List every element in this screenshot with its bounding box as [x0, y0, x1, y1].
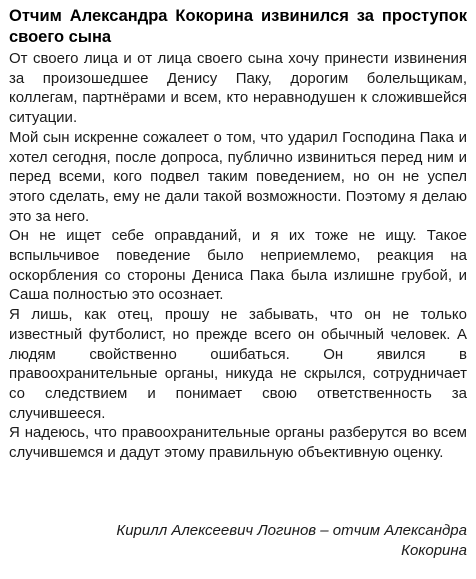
statement-title: Отчим Александра Кокорина извинился за проступок своего сына — [9, 7, 467, 46]
statement-document — [9, 6, 467, 463]
paragraph-apology: От своего лица и от лица своего сына хочу принести извинения за произошедшее Денису Паку, дорогим болельщикам, коллегам, партнёрами и всем, кто неравнодушен к сложившейся ситуации. — [9, 50, 467, 127]
paragraph-no-excuses: Он не ищет себе оправданий, и я их тоже не ищу. Такое вспыльчивое поведение было неприемлемо, реакция на оскорбления со стороны Дениса Пака была излишне грубой, и Саша полностью это осознает. — [9, 227, 467, 304]
paragraph-son-regret: Мой сын искренне сожалеет о том, что ударил Господина Пака и хотел сегодня, после допроса, публично извиниться перед ним и перед всеми, кого подвел таким поведением, но он не успел этого сделать, ему не дали такой возможности. Поэтому я делаю это за него. — [9, 128, 467, 225]
statement-body — [9, 49, 467, 463]
paragraph-father-request: Я лишь, как отец, прошу не забывать, что он не только известный футболист, но прежде всего он обычный человек. А людям свойственно ошибаться. Он явился в правоохранительные органы, никуда не скрылся, сотрудничает со следствием и понимает свою ответственность за случившееся. — [9, 306, 467, 422]
statement-signature: Кирилл Алексеевич Логинов – отчим Александра Кокорина — [116, 522, 467, 559]
paragraph-hope: Я надеюсь, что правоохранительные органы разберутся во всем случившемся и дадут этому правильную объективную оценку. — [9, 424, 467, 462]
